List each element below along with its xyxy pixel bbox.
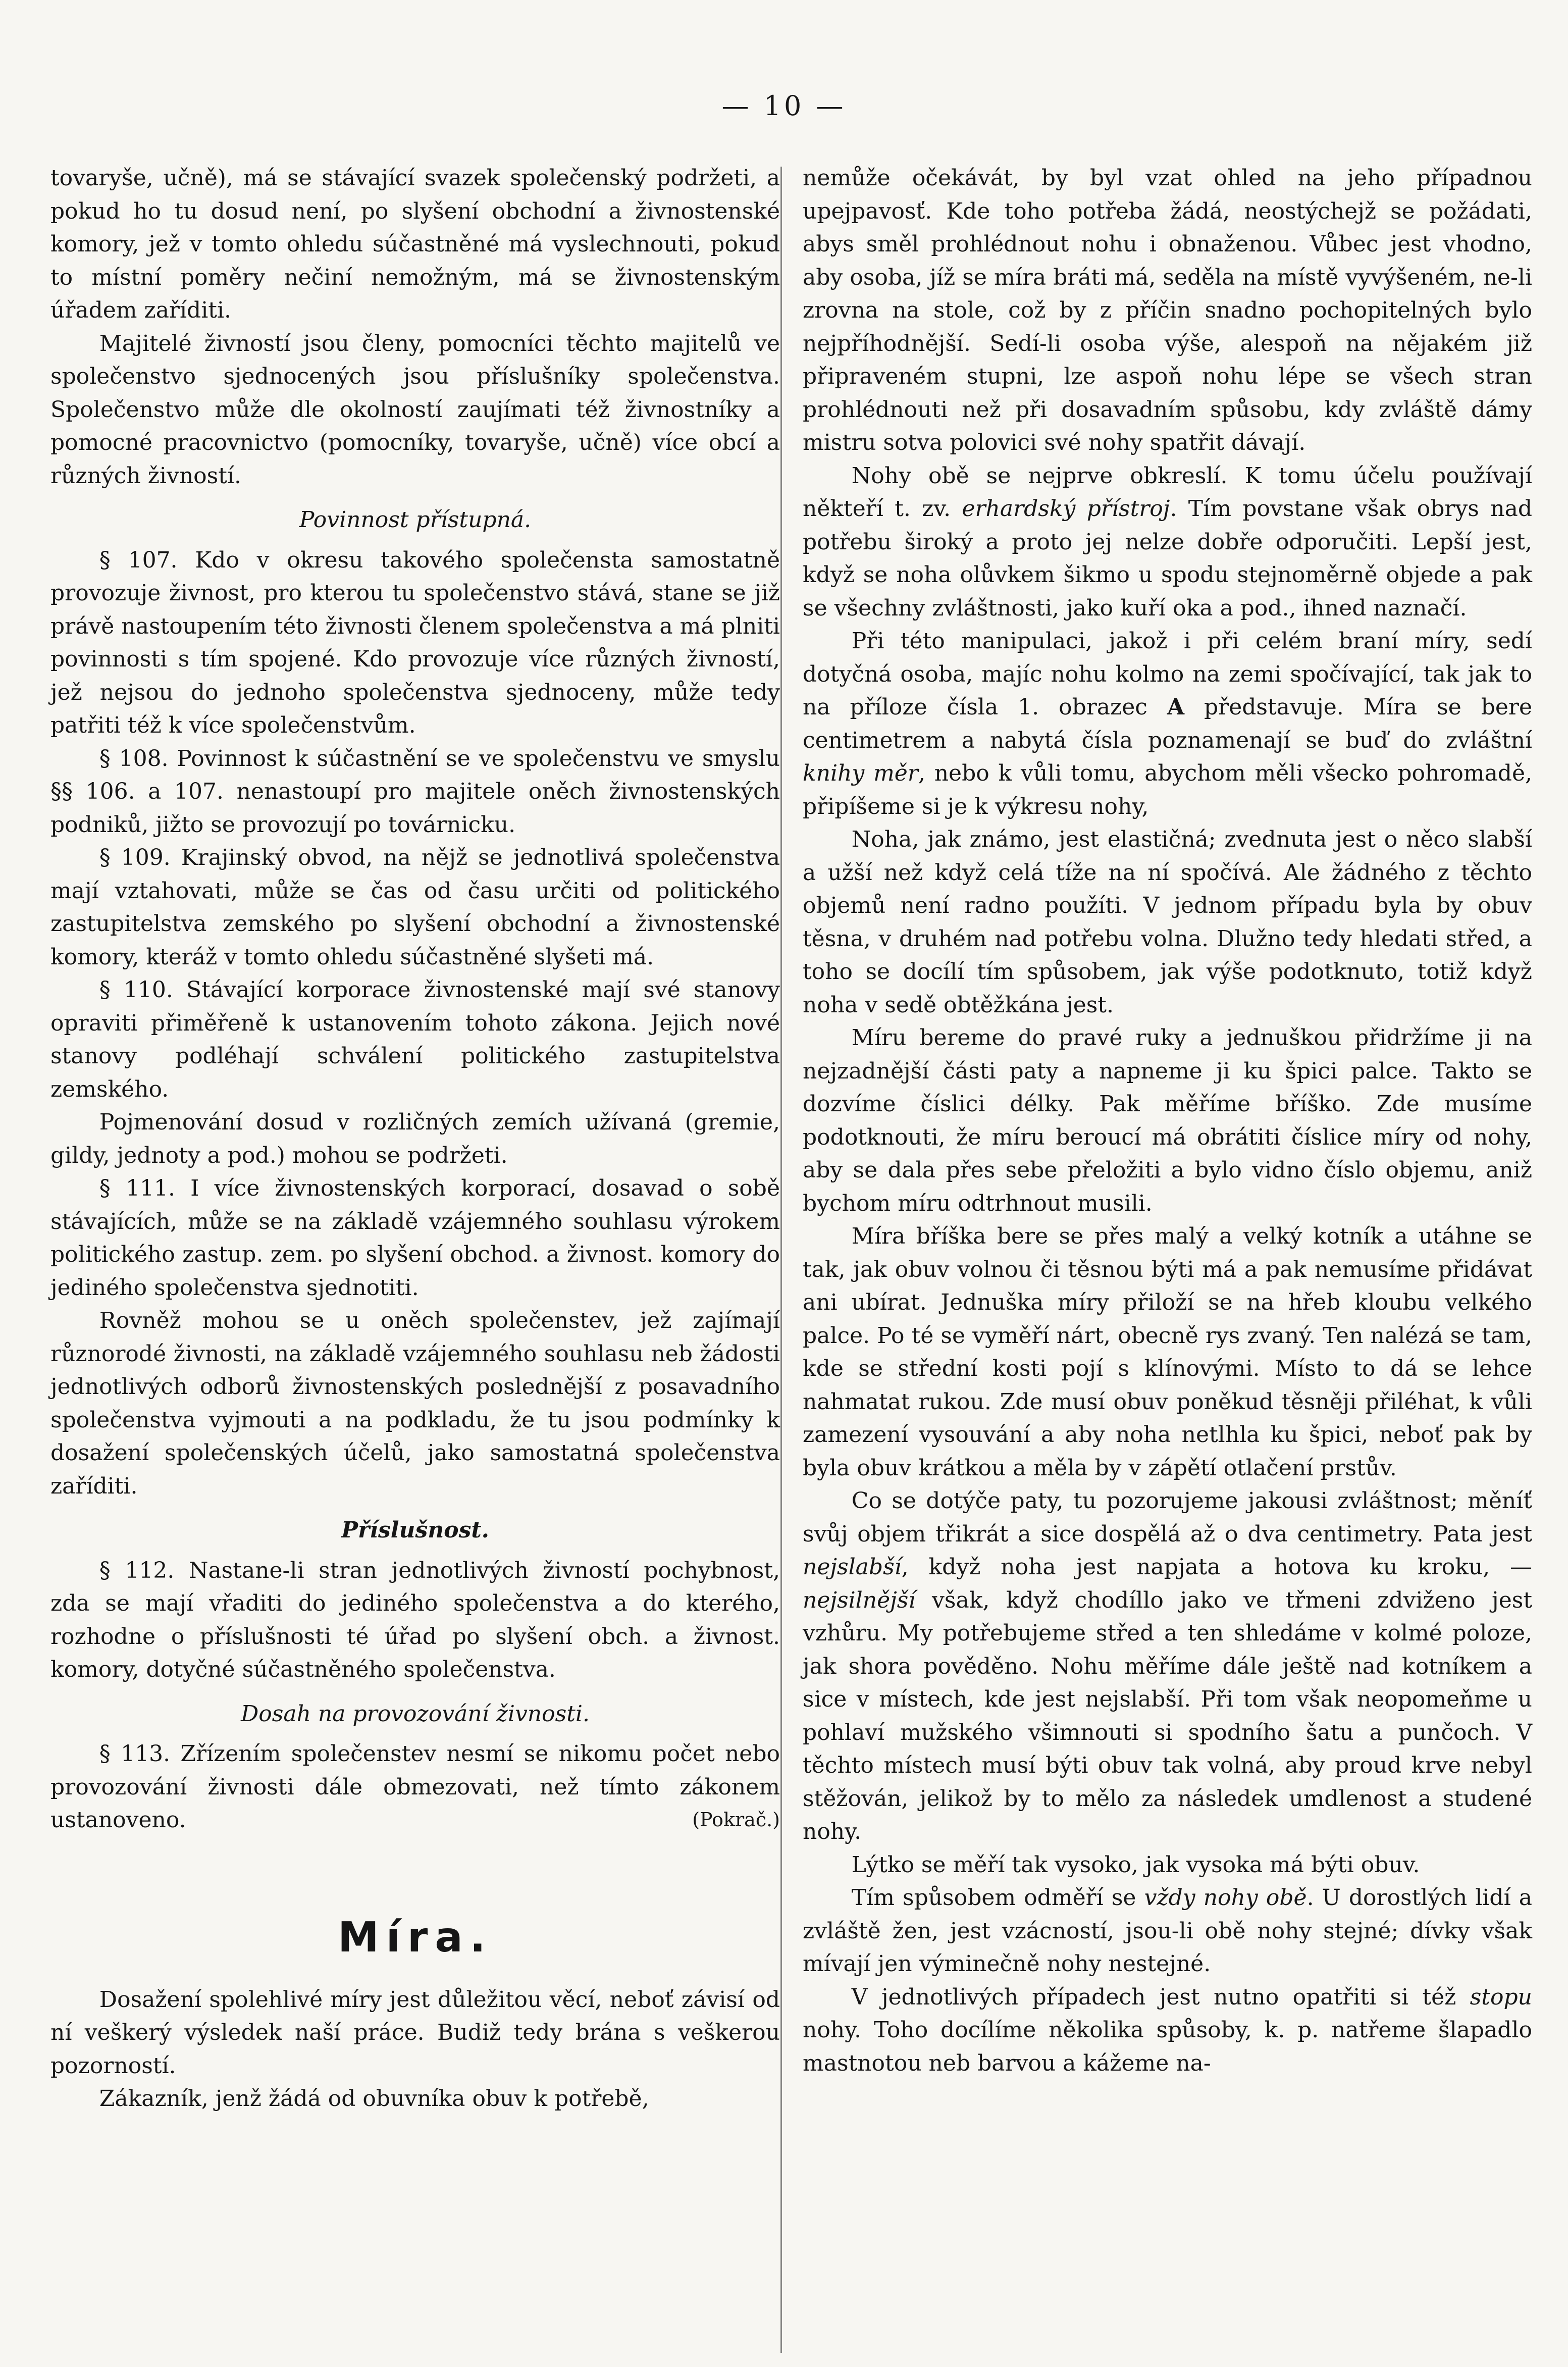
- paragraph: tovaryše, učně), má se stávající svazek společenský podržeti, a pokud ho tu dosud není, po slyšení obchodní a živnostenské komory, jež v tomto ohledu súčastněné má vyslechnouti, pokud to místní poměry nečiní nemožným, má se živnostenským úřadem zaříditi.: [50, 165, 780, 323]
- paragraph: § 111. I více živnostenských korporací, dosavad o sobě stávajících, může se na základě vzájemného souhlasu výrokem politického zastup. zem. po slyšení obchod. a živnost. komory do jediného společenstva sjednotiti.: [50, 1175, 780, 1301]
- article-title: Míra.: [338, 1913, 493, 1962]
- paragraph: [803, 1484, 1532, 1848]
- paragraph: § 107. Kdo v okresu takového společensta samostatně provozuje živnost, pro kterou tu společenstvo stává, stane se již právě nastoupením této živnosti členem společenstva a má plniti povinnosti s tím spojené. Kdo provozuje více různých živností, jež nejsou do jednoho společenstva sjednoceny, může tedy patřiti též k více společenstvům.: [50, 547, 780, 738]
- text-run: Při této manipulaci, jakož i při celém braní míry, sedí dotyčná osoba, majíc nohu kolmo na zemi spočívající, tak jak to na příloze čísla 1. obrazec: [803, 628, 1532, 720]
- paragraph: nemůže očekávát, by byl vzat ohled na jeho případnou upejpavosť. Kde toho potřeba žádá, neostýchejž se požádati, abys směl prohlédnout nohu i obnaženou. Vůbec jest vhodno, aby osoba, jíž se míra bráti má, seděla na místě vyvýšeném, ne-li zrovna na stole, což by z příčin snadno pochopitelných bylo nejpříhodnější. Sedí-li osoba výše, alespoň na nějakém již připraveném stupni, lze aspoň nohu lépe se všech stran prohlédnouti než při dosavadním spůsobu, kdy zvláště dámy mistru sotva polovici své nohy spatřit dávají.: [803, 165, 1532, 455]
- paragraph: Míru bereme do pravé ruky a jednuškou přidržíme ji na nejzadnější části paty a napneme ji ku špici palce. Takto se dozvíme číslici délky. Pak měříme bříško. Zde musíme podotknouti, že míru beroucí má obrátiti číslice míry od nohy, aby se dala přes sebe přeložiti a bylo vidno číslo objemu, aniž bychom míru odtrhnout musili.: [803, 1025, 1532, 1216]
- paragraph: [803, 1881, 1532, 1981]
- paragraph: § 110. Stávající korporace živnostenské mají své stanovy opraviti přiměřeně k ustanovením tohoto zákona. Jejich nové stanovy podléhají schválení politického zastupitelstva zemského.: [50, 977, 780, 1102]
- text-run: , nebo k vůli tomu, abychom měli všecko pohromadě, připíšeme si je k výkresu nohy,: [803, 760, 1532, 819]
- section-heading: Dosah na provozování živnosti.: [241, 1701, 590, 1727]
- italic-term: nejsilnější: [803, 1587, 916, 1613]
- paragraph: Rovněž mohou se u oněch společenstev, jež zajímají různorodé živnosti, na základě vzájemného souhlasu neb žádosti jednotlivých odborů živnostenských poslednější z posavadního společenstva vyjmouti a na podkladu, že tu jsou podmínky k dosažení společenských účelů, jako samostatná společenstva zaříditi.: [50, 1308, 780, 1499]
- page-number: — 10 —: [721, 90, 847, 122]
- italic-term: knihy měr: [803, 760, 918, 786]
- paragraph: Lýtko se měří tak vysoko, jak vysoka má býti obuv.: [851, 1851, 1420, 1878]
- italic-term: vždy nohy obě: [1144, 1885, 1307, 1911]
- text-run: Tím spůsobem odměří se: [851, 1885, 1144, 1911]
- left-column: [50, 162, 780, 2116]
- paragraph: [803, 459, 1532, 625]
- continued-note: (Pokrač.): [692, 1809, 780, 1831]
- text-run: představuje. Míra se bere centimetrem a nabytá čísla poznamenají se buď do zvláštní: [803, 694, 1532, 753]
- text-run: nohy. Toho docílíme několika spůsoby, k. p. natřeme šlapadlo mastnotou neb barvou a kážeme na-: [803, 2017, 1532, 2076]
- paragraph: Pojmenování dosud v rozličných zemích užívaná (gremie, gildy, jednoty a pod.) mohou se podržeti.: [50, 1109, 780, 1168]
- paragraph: [50, 1737, 780, 1837]
- paragraph-text: § 113. Zřízením společenstev nesmí se nikomu počet nebo provozování živnosti dále obmezovati, než tímto zákonem ustanoveno.: [50, 1741, 780, 1833]
- paragraph: Zákazník, jenž žádá od obuvníka obuv k potřebě,: [99, 2086, 649, 2112]
- text-run: , když noha jest napjata a hotova ku kroku, —: [901, 1554, 1532, 1580]
- text-run: . U dorostlých lidí a zvláště žen, jest vzácností, jsou-li obě nohy stejné; dívky však mívají jen výminečně nohy nestejné.: [803, 1885, 1532, 1977]
- paragraph: § 112. Nastane-li stran jednotlivých živností pochybnost, zda se mají vřaditi do jediného společenstva a do kterého, rozhodne o příslušnosti té úřad po slyšení obch. a živnost. komory, dotyčné súčastněného společenstva.: [50, 1557, 780, 1682]
- section-heading: Povinnost přístupná.: [299, 507, 532, 533]
- italic-term: stopu: [1470, 1984, 1532, 2010]
- paragraph: Majitelé živností jsou členy, pomocníci těchto majitelů ve společenstvo sjednocených jsou příslušníky společenstva. Společenstvo může dle okolností zaujímati též živnostníky a pomocné pracovnictvo (pomocníky, tovaryše, učně) více obcí a různých živností.: [50, 330, 780, 489]
- paragraph: [803, 1981, 1532, 2080]
- column-divider: [780, 167, 782, 2353]
- italic-term: erhardský přístroj: [962, 496, 1170, 522]
- text-run: Nohy obě se nejprve obkreslí. K tomu účelu používají někteří t. zv.: [803, 462, 1532, 522]
- right-column: [803, 162, 1532, 2080]
- paragraph: § 108. Povinnost k súčastnění se ve společenstvu ve smyslu §§ 106. a 107. nenastoupí pro majitele oněch živnostenských podniků, jižto se provozují po továrnicku.: [50, 745, 780, 838]
- section-heading: Příslušnost.: [341, 1517, 489, 1543]
- figure-letter: A: [1167, 694, 1185, 720]
- text-run: . Tím povstane však obrys nad potřebu široký a proto jej nelze dobře odporučiti. Lepší jest, když se noha olůvkem šikmo u spodu stejnoměrně objede a pak se všechny zvláštnosti, jako kuří oka a pod., ihned naznačí.: [803, 496, 1532, 621]
- paragraph: Míra bříška bere se přes malý a velký kotník a utáhne se tak, jak obuv volnou či těsnou býti má a pak nemusíme přidávat ani ubírat. Jednuška míry přiloží se na hřeb kloubu velkého palce. Po té se vyměří nárt, obecně rys zvaný. Ten nalézá se tam, kde se střední kosti pojí s klínovými. Místo to dá se lehce nahmatat rukou. Zde musí obuv poněkud těsněji přiléhat, k vůli zamezení vysouvání a aby noha netlhla ku špici, neboť pak by byla obuv krátkou a měla by v zápětí otlačení prstův.: [803, 1223, 1532, 1481]
- paragraph: Noha, jak známo, jest elastičná; zvednuta jest o něco slabší a užší než když celá tíže na ní spočívá. Ale žádného z těchto objemů není radno použíti. V jednom případu byla by obuv těsna, v druhém nad potřebu volna. Dlužno tedy hledati střed, a toho se docílí tím spůsobem, jak výše podotknuto, totiž když noha v sedě obtěžkána jest.: [803, 827, 1532, 1018]
- text-run: V jednotlivých případech jest nutno opatřiti si též: [851, 1984, 1470, 2010]
- text-run: Co se dotýče paty, tu pozorujeme jakousi zvláštnost; měníť svůj objem třikrát a sice dospělá až o dva centimetry. Pata jest: [803, 1488, 1532, 1547]
- paragraph: Dosažení spolehlivé míry jest důležitou věcí, neboť závisí od ní veškerý výsledek naší práce. Budiž tedy brána s veškerou pozorností.: [50, 1986, 780, 2079]
- paragraph: § 109. Krajinský obvod, na nějž se jednotlivá společenstva mají vztahovati, může se čas od času určiti od politického zastupitelstva zemského po slyšení obchodní a živnostenské komory, kteráž v tomto ohledu súčastněné slyšeti má.: [50, 845, 780, 970]
- paragraph: [803, 625, 1532, 823]
- italic-term: nejslabší: [803, 1554, 902, 1580]
- text-run: však, když chodíllo jako ve třmeni zdviženo jest vzhůru. My potřebujeme střed a ten shledáme v kolmé poloze, jak shora pověděno. Nohu měříme dále ještě nad kotníkem a sice v místech, kde jest nejslabší. Při tom však neopomeňme u pohlaví mužského všimnouti si spodního šatu a punčoch. V těchto místech musí býti obuv tak volná, aby proud krve nebyl stěžován, jelikož by to mělo za následek umdlenost a studené nohy.: [803, 1587, 1532, 1844]
